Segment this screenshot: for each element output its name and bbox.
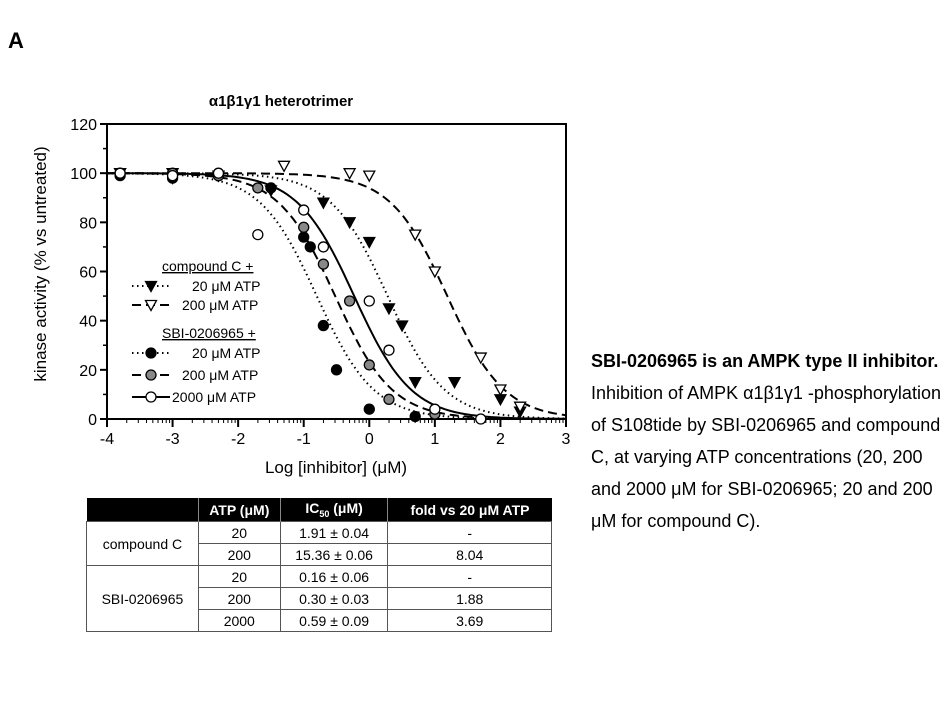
data-point <box>305 242 315 252</box>
ic50-unit: (μM) <box>329 500 363 517</box>
table-cell-ic50: 0.30 ± 0.03 <box>280 588 388 610</box>
table-header-ic50 <box>280 498 388 522</box>
x-tick-label: 1 <box>430 431 440 448</box>
table-cell-atp: 20 <box>198 566 280 588</box>
data-point <box>253 230 263 240</box>
data-point <box>410 378 421 388</box>
table-cell-fold: 8.04 <box>388 544 552 566</box>
x-tick-label: -1 <box>296 431 311 448</box>
table-cell-ic50: 15.36 ± 0.06 <box>280 544 388 566</box>
y-tick-label: 120 <box>70 117 97 134</box>
data-point <box>299 205 309 215</box>
table-cell-ic50: 0.59 ± 0.09 <box>280 610 388 632</box>
ic50-subscript: 50 <box>319 508 330 519</box>
caption-body: Inhibition of AMPK α1β1γ1 -phosphorylation of S108tide by SBI-0206965 and compound C, at varying ATP concentrations (20, 200 and 2000 μM for SBI-0206965; 20 and 200 μM for compound C). <box>591 383 941 531</box>
data-point <box>318 198 329 208</box>
x-axis-label: Log [inhibitor] (μM) <box>264 458 408 477</box>
compound-c-label: compound C <box>87 522 199 566</box>
data-point <box>410 412 420 422</box>
legend-label-sbi-20: 20 μM ATP <box>192 345 261 361</box>
legend-marker <box>146 370 156 380</box>
y-axis-label: kinase activity (% vs untreated) <box>31 146 50 382</box>
data-point <box>115 168 125 178</box>
data-point <box>344 169 355 179</box>
data-point <box>384 394 394 404</box>
table-cell-fold: 1.88 <box>388 588 552 610</box>
table-header-blank <box>87 498 199 522</box>
legend-label-cc-20: 20 μM ATP <box>192 278 261 294</box>
sbi-label: SBI-0206965 <box>87 566 199 632</box>
table-cell-ic50: 1.91 ± 0.04 <box>280 522 388 544</box>
data-point <box>410 230 421 240</box>
table-cell-atp: 2000 <box>198 610 280 632</box>
data-point <box>332 365 342 375</box>
data-point <box>318 242 328 252</box>
table-cell-atp: 20 <box>198 522 280 544</box>
data-point <box>429 267 440 277</box>
data-point <box>397 321 408 331</box>
table-header-fold: fold vs 20 μM ATP <box>388 498 552 522</box>
x-tick-label: -2 <box>231 431 246 448</box>
ic50-label: IC <box>305 500 320 517</box>
figure-caption <box>591 345 941 537</box>
fit-curve <box>107 173 566 418</box>
data-point <box>364 296 374 306</box>
chart-legend <box>132 258 261 405</box>
x-tick-label: 3 <box>561 431 571 448</box>
table-row <box>87 566 552 588</box>
data-point <box>383 304 394 314</box>
x-tick-label: 0 <box>364 431 374 448</box>
table-header-row <box>87 498 552 522</box>
y-tick-label: 0 <box>88 412 97 429</box>
legend-label-sbi-2000: 2000 μM ATP <box>172 389 257 405</box>
data-point <box>364 360 374 370</box>
table-cell-ic50: 0.16 ± 0.06 <box>280 566 388 588</box>
x-tick-label: 2 <box>495 431 505 448</box>
y-tick-label: 40 <box>79 313 97 331</box>
data-point <box>299 232 309 242</box>
data-point <box>168 171 178 181</box>
y-tick-label: 60 <box>79 264 97 282</box>
x-tick-label: -3 <box>165 431 180 448</box>
legend-group-sbi: SBI-0206965 + <box>162 325 256 341</box>
table-cell-fold: - <box>388 522 552 544</box>
data-point <box>384 345 394 355</box>
chart-title: α1β1γ1 heterotrimer <box>208 93 354 110</box>
data-points <box>115 161 526 424</box>
data-point <box>364 404 374 414</box>
fit-curve <box>107 173 566 415</box>
ic50-table <box>86 498 552 632</box>
data-point <box>213 168 223 178</box>
data-point <box>475 353 486 363</box>
fit-curve <box>107 173 566 419</box>
y-tick-label: 20 <box>79 362 97 380</box>
y-tick-label: 100 <box>70 166 97 184</box>
data-point <box>318 259 328 269</box>
fit-curve <box>107 173 566 419</box>
data-point <box>266 183 276 193</box>
fit-curves <box>107 173 566 419</box>
data-point <box>449 378 460 388</box>
data-point <box>430 404 440 414</box>
data-point <box>299 222 309 232</box>
legend-label-sbi-200: 200 μM ATP <box>182 367 259 383</box>
legend-marker <box>146 348 156 358</box>
table-header-atp: ATP (μM) <box>198 498 280 522</box>
data-point <box>364 171 375 181</box>
legend-label-cc-200: 200 μM ATP <box>182 297 259 313</box>
panel-label: A <box>8 28 24 53</box>
data-point <box>318 321 328 331</box>
x-tick-label: -4 <box>99 431 115 448</box>
data-point <box>345 296 355 306</box>
table-cell-atp: 200 <box>198 544 280 566</box>
data-point <box>476 414 486 424</box>
caption-title: SBI-0206965 is an AMPK type II inhibitor. <box>591 351 939 371</box>
y-tick-label: 80 <box>79 215 97 233</box>
fit-curve <box>107 173 566 419</box>
legend-group-compound-c: compound C + <box>162 258 254 274</box>
data-point <box>364 238 375 248</box>
table-row <box>87 522 552 544</box>
table-cell-atp: 200 <box>198 588 280 610</box>
legend-marker <box>146 392 156 402</box>
data-point <box>344 218 355 228</box>
table-cell-fold: - <box>388 566 552 588</box>
table-cell-fold: 3.69 <box>388 610 552 632</box>
data-point <box>279 161 290 171</box>
data-point <box>253 183 263 193</box>
